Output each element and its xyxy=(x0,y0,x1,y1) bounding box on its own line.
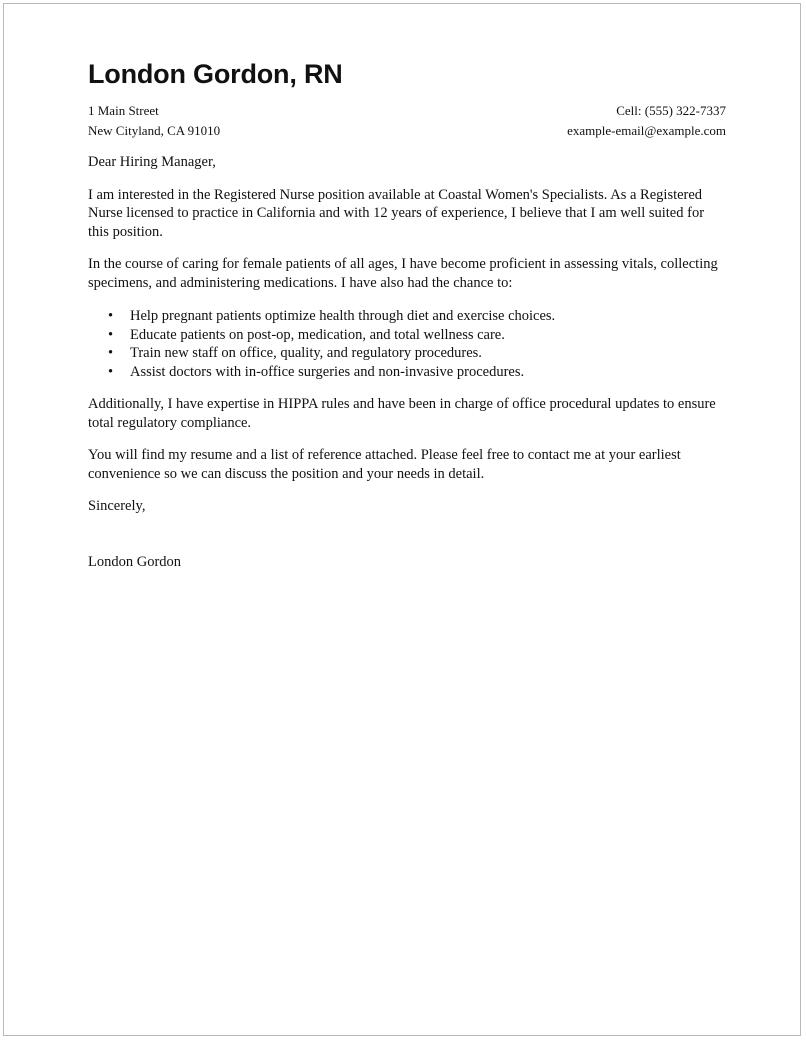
contact-block xyxy=(88,101,728,141)
city-address: New Cityland, CA 91010 xyxy=(88,123,221,138)
bullet-icon: • xyxy=(108,326,114,343)
salutation: Dear Hiring Manager, xyxy=(88,154,216,170)
bullet-icon: • xyxy=(108,345,114,361)
skills-list xyxy=(88,307,728,381)
list-item-text: Assist doctors with in-office surgeries and non-invasive procedures. xyxy=(130,363,525,380)
list-item-text: Help pregnant patients optimize health through diet and exercise choices. xyxy=(130,308,556,324)
phone-number: Cell: (555) 322-7337 xyxy=(616,103,726,118)
applicant-name: London Gordon, RN xyxy=(88,59,343,89)
list-item xyxy=(88,326,728,345)
list-item xyxy=(88,344,728,363)
paragraph-compliance: Additionally, I have expertise in HIPPA rules and have been in charge of office procedural updates to ensure total regulatory compliance. xyxy=(88,396,716,431)
list-item xyxy=(88,363,728,382)
email-address: example-email@example.com xyxy=(567,123,726,138)
list-item-text: Train new staff on office, quality, and regulatory procedures. xyxy=(130,345,482,361)
street-address: 1 Main Street xyxy=(88,103,159,118)
closing-phrase: Sincerely, xyxy=(88,498,146,514)
bullet-icon: • xyxy=(108,363,114,380)
signature-name: London Gordon xyxy=(88,553,182,570)
cover-letter xyxy=(88,58,728,571)
paragraph-closing: You will find my resume and a list of reference attached. Please feel free to contact me at your earliest convenience so we can discuss the position and your needs in detail. xyxy=(88,447,681,482)
letter-body xyxy=(88,153,728,571)
list-item xyxy=(88,307,728,326)
paragraph-intro: I am interested in the Registered Nurse position available at Coastal Women's Specialists. As a Registered Nurse licensed to practice in California and with 12 years of experience, I believe that I am well suited for this position. xyxy=(88,186,705,240)
document-page xyxy=(3,3,801,1036)
contact-row-2 xyxy=(88,121,726,141)
bullet-icon: • xyxy=(108,308,114,324)
contact-row-1 xyxy=(88,101,726,121)
paragraph-experience: In the course of caring for female patients of all ages, I have become proficient in assessing vitals, collecting specimens, and administering medications. I have also had the chance to: xyxy=(88,256,718,291)
list-item-text: Educate patients on post-op, medication, and total wellness care. xyxy=(130,326,505,343)
